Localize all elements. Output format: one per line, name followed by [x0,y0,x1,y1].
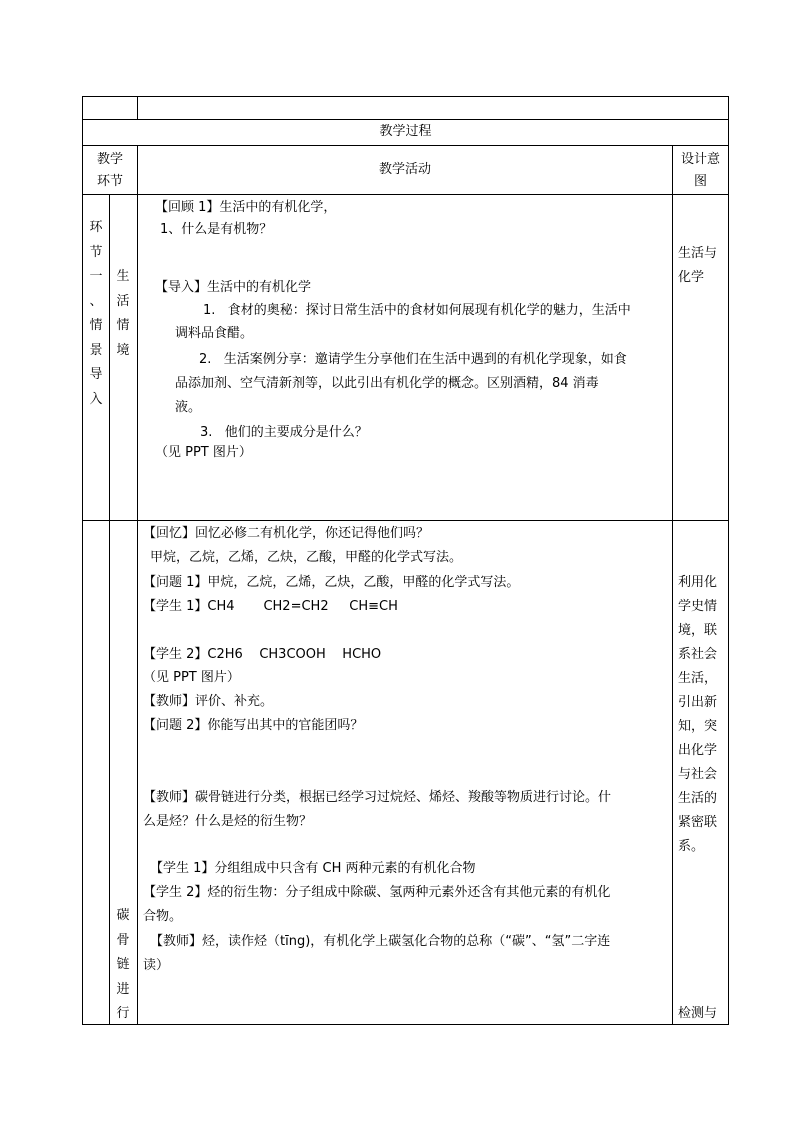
intent-line: 检测与 [678,1006,718,1021]
activity-line: （见 PPT 图片） [155,445,252,460]
rule [728,96,729,1025]
rule [82,194,729,195]
intent-line: 化学 [678,270,705,285]
rule [82,145,729,146]
activity-line: 【导入】生活中的有机化学 [155,280,312,295]
activity-line: 【教师】烃，读作烃（tīng)，有机化学上碳氢化合物的总称（“碳”、“氢”二字连 [150,934,611,949]
activity-line: 品添加剂、空气清新剂等，以此引出有机化学的概念。区别酒精，84 消毒 [175,376,599,391]
activity-line: 【回忆】回忆必修二有机化学，你还记得他们吗？ [143,526,430,541]
intent-line: 引出新 [678,695,718,710]
activity-line: 【问题 1】甲烷，乙烷，乙烯，乙炔，乙酸，甲醛的化学式写法。 [143,575,520,590]
intent-line: 利用化 [678,575,718,590]
sub-stage-label-vertical: 碳 骨 链 进 行 [116,908,130,1021]
activity-line: 读） [143,958,170,973]
activity-line: 么是烃？什么是烃的衍生物？ [143,814,313,829]
rule [82,96,83,1025]
rule [137,145,138,1025]
header-stage-line2: 环节 [96,174,123,189]
activity-line: 2. 生活案例分享：邀请学生分享他们在生活中遇到的有机化学现象，如食 [199,352,627,367]
activity-line: 1. 食材的奥秘：探讨日常生活中的食材如何展现有机化学的魅力，生活中 [203,303,631,318]
sub-stage-label-vertical: 生 活 情 境 [116,269,130,358]
intent-line: 生活与 [678,246,718,261]
intent-line: 紧密联 [678,815,718,830]
intent-line: 与社会 [678,767,718,782]
rule [82,119,729,120]
intent-line: 学史情 [678,599,718,614]
rule [137,96,138,120]
table-title: 教学过程 [379,124,432,139]
activity-line: （见 PPT 图片） [143,670,240,685]
activity-line: 合物。 [143,909,183,924]
stage-label-vertical: 环 节 一 、 情 景 导 入 [89,220,103,407]
rule [82,520,729,521]
activity-line: 调料品食醋。 [175,326,254,341]
rule [82,96,729,97]
rule [82,1024,729,1025]
intent-line: 知，突 [678,719,718,734]
activity-line: 甲烷，乙烷，乙烯，乙炔，乙酸，甲醛的化学式写法。 [150,550,463,565]
activity-line: 【学生 1】CH4 CH2=CH2 CH≡CH [143,599,398,614]
activity-line: 【学生 1】分组组成中只含有 CH 两种元素的有机化合物 [150,861,476,876]
header-activity: 教学活动 [378,162,431,177]
activity-line: 【教师】评价、补充。 [143,694,274,709]
activity-line: 【教师】碳骨链进行分类，根据已经学习过烷烃、烯烃、羧酸等物质进行讨论。什 [143,790,612,805]
intent-line: 生活， [678,671,718,686]
activity-line: 液。 [175,400,202,415]
intent-line: 出化学 [678,743,718,758]
intent-line: 系。 [678,839,705,854]
header-intent-line2: 图 [693,174,707,189]
activity-line: 【回顾 1】生活中的有机化学， [155,200,337,215]
activity-line: 3. 他们的主要成分是什么？ [200,425,368,440]
intent-line: 生活的 [678,791,718,806]
activity-line: 【学生 2】C2H6 CH3COOH HCHO [143,647,382,662]
rule [109,194,110,1025]
rule [672,145,673,1025]
header-stage-line1: 教学 [96,152,123,167]
activity-line: 【学生 2】烃的衍生物：分子组成中除碳、氢两种元素外还含有其他元素的有机化 [143,885,611,900]
activity-line: 1、什么是有机物？ [160,222,273,237]
intent-line: 系社会 [678,647,718,662]
intent-line: 境，联 [678,623,718,638]
header-intent-line1: 设计意 [680,152,720,167]
activity-line: 【问题 2】你能写出其中的官能团吗？ [143,718,364,733]
